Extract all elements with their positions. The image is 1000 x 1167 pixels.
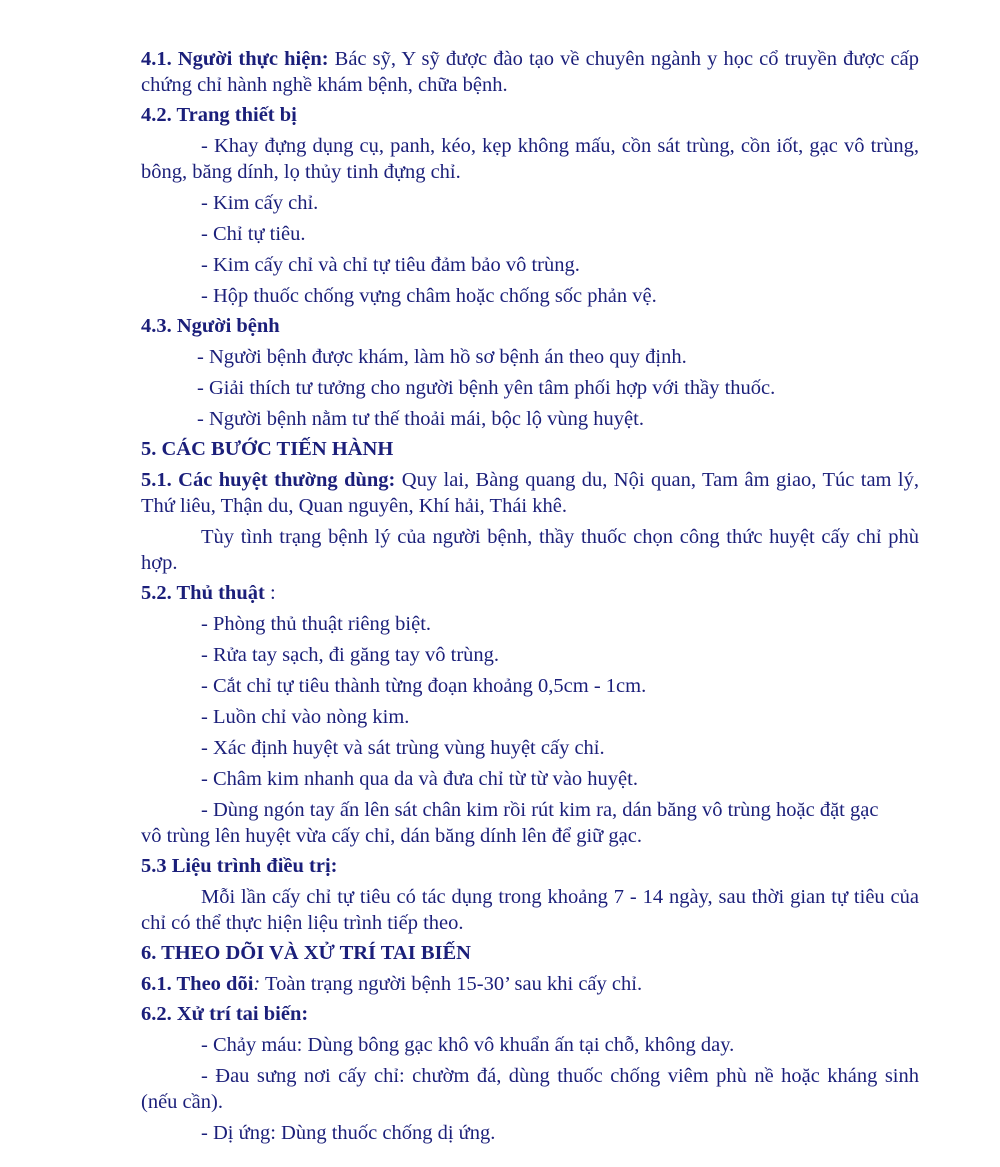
section-5-2-item: - Cắt chỉ tự tiêu thành từng đoạn khoảng 0,5cm - 1cm. (201, 675, 647, 697)
section-4-2-item: - Chỉ tự tiêu. (201, 223, 306, 245)
section-4-1-text: Bác sỹ, Y sỹ được đào tạo về chuyên ngành y học cổ truyền được cấp chứng chỉ hành nghề khám bệnh, chữa bệnh. (141, 48, 919, 96)
section-4-3-item: - Người bệnh được khám, làm hồ sơ bệnh án theo quy định. (197, 346, 687, 368)
section-6-heading: 6. THEO DÕI VÀ XỬ TRÍ TAI BIẾN (141, 942, 471, 964)
document-page (141, 46, 919, 1146)
section-6-1-label: 6.1. Theo dõi (141, 973, 254, 995)
section-6-1-text: Toàn trạng người bệnh 15-30’ sau khi cấy chỉ. (260, 973, 643, 995)
section-5-2-item: - Châm kim nhanh qua da và đưa chỉ từ từ vào huyệt. (201, 768, 638, 790)
section-5-1-text: Quy lai, Bàng quang du, Nội quan, Tam âm giao, Túc tam lý, Thứ liêu, Thận du, Quan nguyên, Khí hải, Thái khê. (141, 469, 919, 517)
section-4-1-label: 4.1. Người thực hiện: (141, 48, 329, 70)
section-4-2-item: - Khay đựng dụng cụ, panh, kéo, kẹp không mấu, cồn sát trùng, cồn iốt, gạc vô trùng, bông, băng dính, lọ thủy tinh đựng chỉ. (141, 135, 919, 183)
section-5-2-item: - Luồn chỉ vào nòng kim. (201, 706, 410, 728)
section-5-1-paragraph: Tùy tình trạng bệnh lý của người bệnh, thầy thuốc chọn công thức huyệt cấy chỉ phù hợp. (141, 526, 919, 574)
section-5-heading: 5. CÁC BƯỚC TIẾN HÀNH (141, 438, 394, 460)
section-5-3-paragraph: Mỗi lần cấy chỉ tự tiêu có tác dụng trong khoảng 7 - 14 ngày, sau thời gian tự tiêu của chỉ có thể thực hiện liệu trình tiếp theo. (141, 886, 919, 934)
section-4-3-heading: 4.3. Người bệnh (141, 315, 280, 337)
section-6-1-colon: : (253, 973, 261, 995)
section-4-2-item: - Hộp thuốc chống vựng châm hoặc chống sốc phản vệ. (201, 285, 657, 307)
section-4-3-item: - Người bệnh nằm tư thế thoải mái, bộc lộ vùng huyệt. (197, 408, 644, 430)
section-4-3-item: - Giải thích tư tưởng cho người bệnh yên tâm phối hợp với thầy thuốc. (197, 377, 776, 399)
section-6-1 (141, 971, 919, 997)
section-4-1 (141, 46, 919, 98)
section-5-2-heading (141, 580, 919, 606)
section-4-2-item: - Kim cấy chỉ. (201, 192, 319, 214)
section-5-1 (141, 467, 919, 519)
section-5-2-label: 5.2. Thủ thuật (141, 582, 265, 604)
section-5-2-item: - Xác định huyệt và sát trùng vùng huyệt cấy chỉ. (201, 737, 605, 759)
section-5-2-suffix: : (264, 582, 276, 604)
section-5-3-heading: 5.3 Liệu trình điều trị: (141, 855, 338, 877)
section-6-2-item: - Chảy máu: Dùng bông gạc khô vô khuẩn ấn tại chỗ, không day. (201, 1034, 735, 1056)
section-5-1-label: 5.1. Các huyệt thường dùng: (141, 469, 396, 491)
section-5-2-item: - Rửa tay sạch, đi găng tay vô trùng. (201, 644, 500, 666)
section-6-2-item: - Đau sưng nơi cấy chỉ: chườm đá, dùng thuốc chống viêm phù nề hoặc kháng sinh (nếu cần). (141, 1065, 919, 1113)
section-6-2-item: - Dị ứng: Dùng thuốc chống dị ứng. (201, 1122, 496, 1144)
section-6-2-heading: 6.2. Xử trí tai biến: (141, 1003, 309, 1025)
section-5-2-item: - Phòng thủ thuật riêng biệt. (201, 613, 432, 635)
section-5-2-item: - Dùng ngón tay ấn lên sát chân kim rồi rút kim ra, dán băng vô trùng hoặc đặt gạc vô trùng lên huyệt vừa cấy chỉ, dán băng dính lên để giữ gạc. (141, 799, 879, 847)
section-4-2-item: - Kim cấy chỉ và chỉ tự tiêu đảm bảo vô trùng. (201, 254, 580, 276)
section-4-2-heading: 4.2. Trang thiết bị (141, 104, 297, 126)
